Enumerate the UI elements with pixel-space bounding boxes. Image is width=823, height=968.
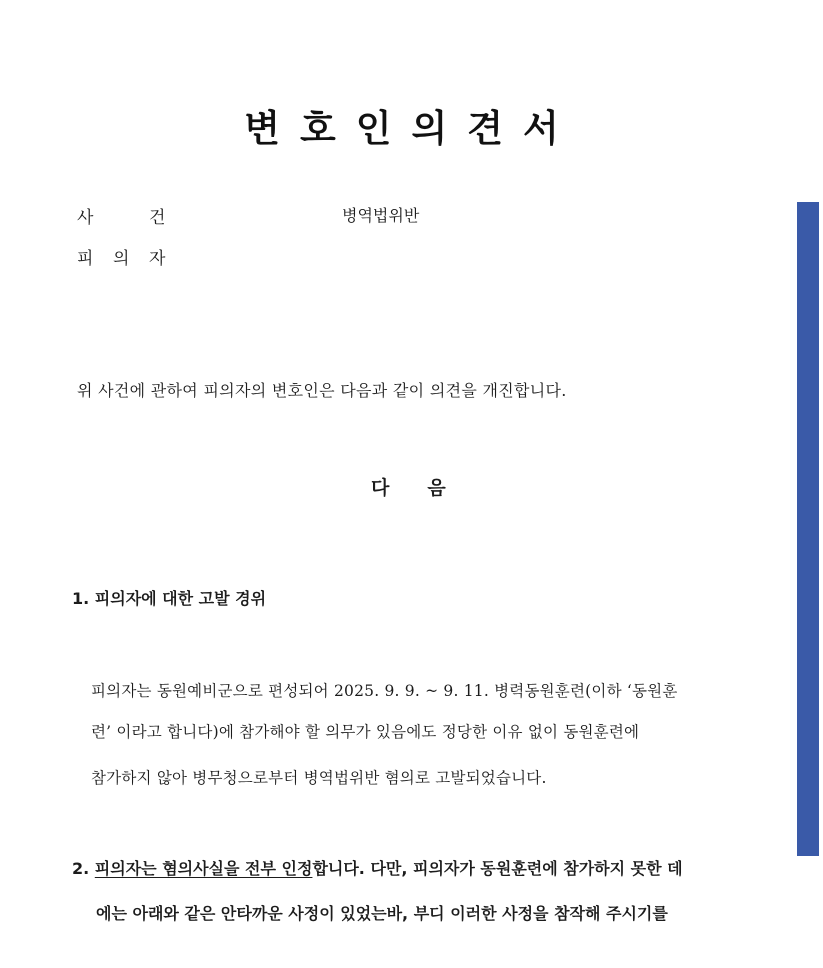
section1-line-2: 련’ 이라고 합니다)에 참가해야 할 의무가 있음에도 정당한 이유 없이 동원훈련에	[91, 723, 640, 741]
section-heading: 다 음	[371, 477, 446, 499]
section2-heading: 2. 피의자는 혐의사실을 전부 인정합니다. 다만, 피의자가 동원훈련에 참가하지 못한 데	[72, 859, 683, 878]
document-title: 변호인의견서	[244, 107, 579, 150]
case-label: 사 건	[77, 208, 166, 228]
section1-heading: 1. 피의자에 대한 고발 경위	[72, 589, 267, 608]
section1-line-1: 피의자는 동원예비군으로 편성되어 2025. 9. 9. ~ 9. 11. 병력동원훈련(이하 ‘동원훈	[91, 682, 678, 700]
section2-underlined: 피의자는 혐의사실을 전부 인정	[94, 859, 313, 878]
case-value: 병역법위반	[342, 206, 420, 225]
intro-paragraph: 위 사건에 관하여 피의자의 변호인은 다음과 같이 의견을 개진합니다.	[77, 381, 567, 400]
section2-continuation: 에는 아래와 같은 안타까운 사정이 있었는바, 부디 이러한 사정을 참작해 주시기를	[96, 904, 668, 923]
side-bar	[797, 202, 819, 856]
suspect-label: 피 의 자	[77, 249, 166, 269]
section1-line-3: 참가하지 않아 병무청으로부터 병역법위반 혐의로 고발되었습니다.	[91, 769, 547, 787]
